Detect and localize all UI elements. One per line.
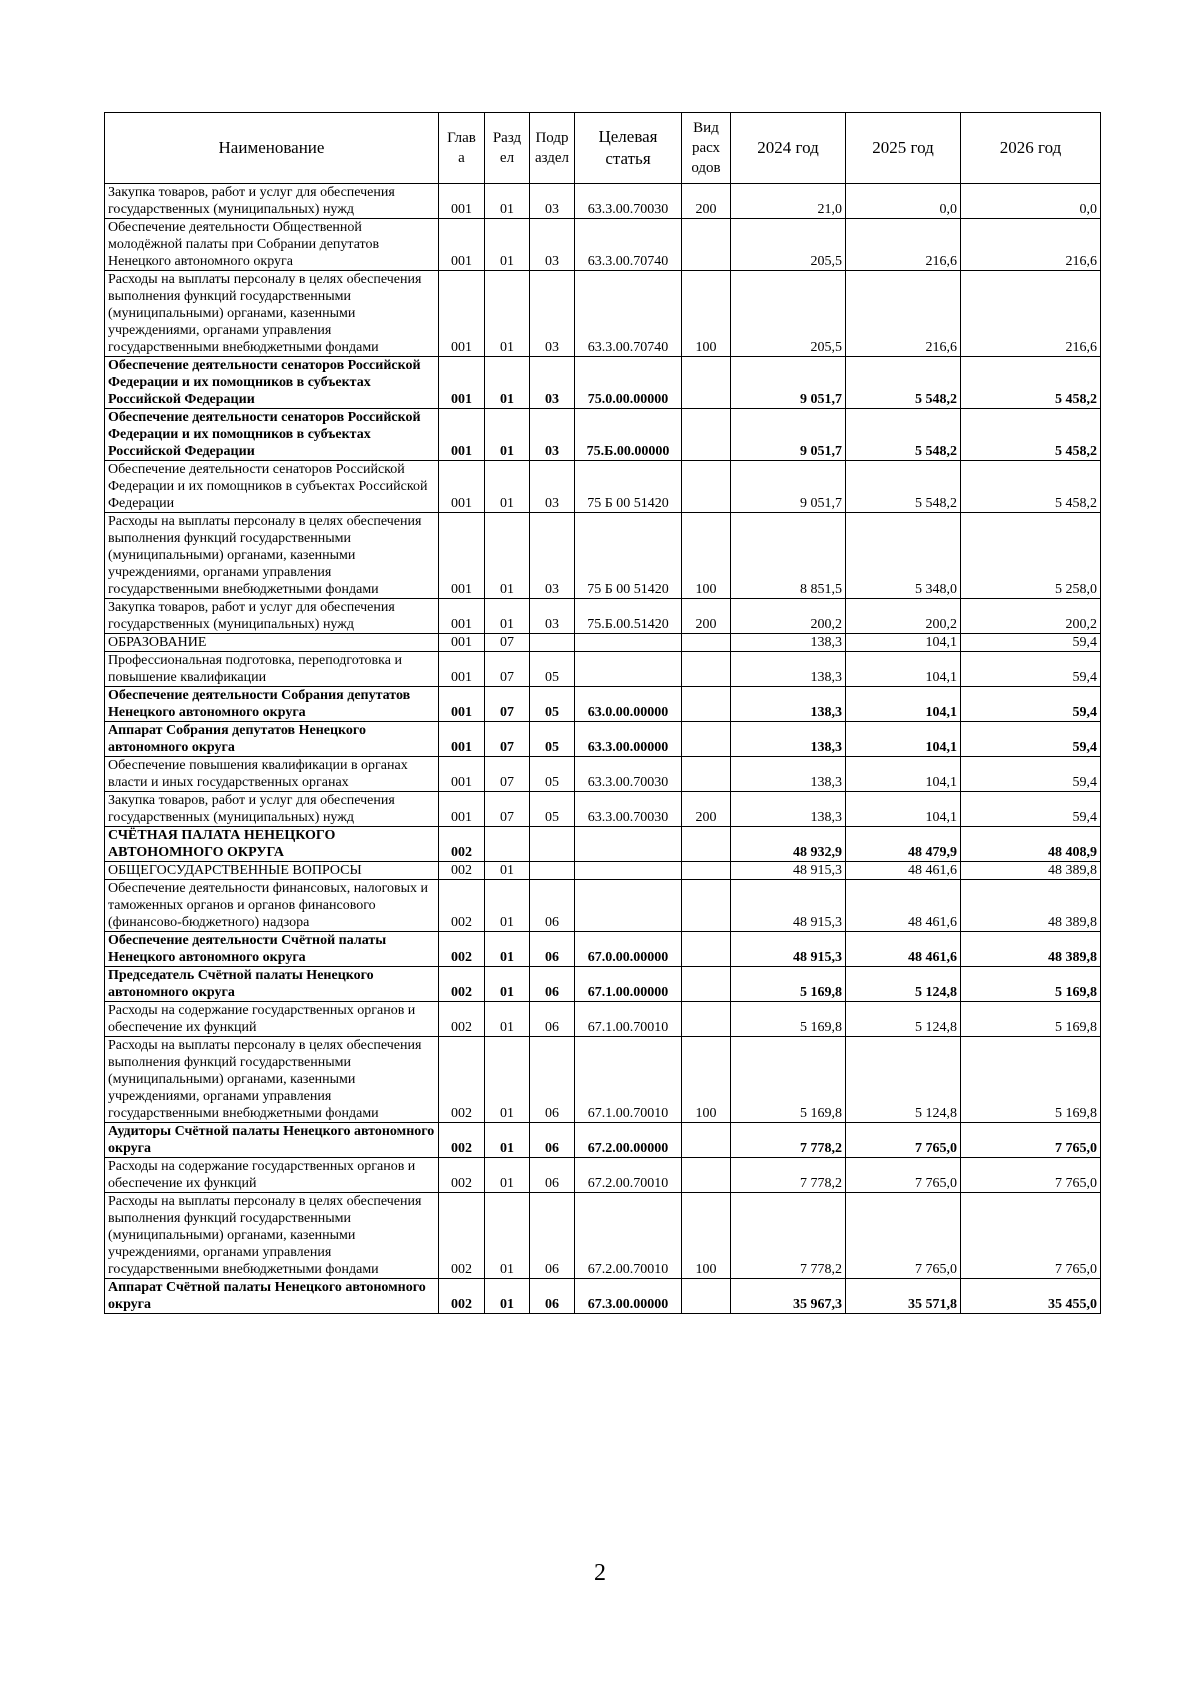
row-value-2024: 205,5 [731,271,846,357]
row-name: Аудиторы Счётной палаты Ненецкого автономного округа [105,1123,439,1158]
row-glava: 001 [439,219,485,271]
row-podrazdel: 06 [530,967,575,1002]
row-value-2025: 5 548,2 [846,357,961,409]
row-expense-type [682,757,731,792]
row-value-2025: 200,2 [846,599,961,634]
row-value-2024: 138,3 [731,652,846,687]
row-podrazdel: 06 [530,1193,575,1279]
row-value-2024: 48 915,3 [731,862,846,880]
row-target-article: 63.3.00.70030 [575,757,682,792]
row-value-2026: 5 258,0 [961,513,1101,599]
row-expense-type [682,722,731,757]
row-value-2024: 21,0 [731,184,846,219]
row-value-2026: 5 458,2 [961,461,1101,513]
row-podrazdel: 06 [530,932,575,967]
row-value-2024: 138,3 [731,757,846,792]
row-value-2025: 104,1 [846,792,961,827]
page-number: 2 [594,1560,606,1586]
row-razdel: 01 [485,1123,530,1158]
row-value-2025: 7 765,0 [846,1193,961,1279]
table-row [105,1123,1101,1158]
row-razdel: 07 [485,634,530,652]
row-value-2026: 5 169,8 [961,1002,1101,1037]
row-value-2024: 9 051,7 [731,461,846,513]
row-value-2024: 138,3 [731,722,846,757]
header-name: Наименование [105,113,439,184]
table-row [105,409,1101,461]
row-razdel: 01 [485,1002,530,1037]
row-value-2025: 7 765,0 [846,1158,961,1193]
row-target-article: 67.3.00.00000 [575,1279,682,1314]
table-row [105,880,1101,932]
row-razdel: 07 [485,757,530,792]
row-expense-type [682,862,731,880]
row-name: Обеспечение повышения квалификации в органах власти и иных государственных органах [105,757,439,792]
row-glava: 001 [439,184,485,219]
row-value-2025: 5 548,2 [846,409,961,461]
row-podrazdel: 05 [530,722,575,757]
row-expense-type [682,1002,731,1037]
row-razdel: 01 [485,219,530,271]
row-name: Обеспечение деятельности финансовых, налоговых и таможенных органов и органов финансового (финансово-бюджетного) надзора [105,880,439,932]
row-name: Расходы на выплаты персоналу в целях обеспечения выполнения функций государственными (муниципальными) органами, казенными учреждениями, органами управления государственными внебюджетными фондами [105,271,439,357]
row-razdel: 01 [485,1037,530,1123]
row-value-2025: 104,1 [846,634,961,652]
row-value-2025: 104,1 [846,652,961,687]
table-row [105,1279,1101,1314]
row-podrazdel: 06 [530,1279,575,1314]
row-glava: 002 [439,1123,485,1158]
row-target-article: 63.3.00.70740 [575,271,682,357]
row-glava: 001 [439,722,485,757]
row-target-article: 63.3.00.70030 [575,792,682,827]
table-row [105,862,1101,880]
table-row [105,1037,1101,1123]
table-row [105,722,1101,757]
row-name: Аппарат Счётной палаты Ненецкого автономного округа [105,1279,439,1314]
row-podrazdel: 03 [530,461,575,513]
row-razdel: 01 [485,271,530,357]
row-value-2024: 138,3 [731,792,846,827]
row-value-2026: 35 455,0 [961,1279,1101,1314]
row-name: ОБЩЕГОСУДАРСТВЕННЫЕ ВОПРОСЫ [105,862,439,880]
row-value-2024: 5 169,8 [731,967,846,1002]
table-row [105,599,1101,634]
row-expense-type [682,357,731,409]
row-value-2026: 59,4 [961,722,1101,757]
row-name: Председатель Счётной палаты Ненецкого автономного округа [105,967,439,1002]
header-2025: 2025 год [846,113,961,184]
row-value-2024: 48 932,9 [731,827,846,862]
row-target-article: 75.Б.00.00000 [575,409,682,461]
row-name: Обеспечение деятельности Счётной палаты Ненецкого автономного округа [105,932,439,967]
row-razdel: 01 [485,862,530,880]
row-value-2025: 216,6 [846,219,961,271]
row-razdel: 01 [485,409,530,461]
row-target-article: 67.2.00.00000 [575,1123,682,1158]
table-row [105,932,1101,967]
row-name: Обеспечение деятельности Общественной молодёжной палаты при Собрании депутатов Ненецкого автономного округа [105,219,439,271]
header-2026: 2026 год [961,113,1101,184]
row-target-article: 67.0.00.00000 [575,932,682,967]
row-glava: 001 [439,357,485,409]
row-value-2024: 138,3 [731,634,846,652]
row-name: Расходы на выплаты персоналу в целях обеспечения выполнения функций государственными (муниципальными) органами, казенными учреждениями, органами управления государственными внебюджетными фондами [105,513,439,599]
header-podrazdel: Подр аздел [530,113,575,184]
row-glava: 001 [439,634,485,652]
row-podrazdel: 03 [530,271,575,357]
row-glava: 002 [439,932,485,967]
row-glava: 002 [439,880,485,932]
row-podrazdel: 03 [530,409,575,461]
table-row [105,219,1101,271]
row-podrazdel: 06 [530,1037,575,1123]
row-value-2026: 59,4 [961,652,1101,687]
row-value-2024: 200,2 [731,599,846,634]
row-razdel: 01 [485,1193,530,1279]
row-glava: 001 [439,409,485,461]
row-expense-type: 100 [682,271,731,357]
row-value-2026: 59,4 [961,634,1101,652]
row-name: Обеспечение деятельности сенаторов Российской Федерации и их помощников в субъектах Российской Федерации [105,357,439,409]
row-value-2024: 48 915,3 [731,880,846,932]
row-podrazdel: 06 [530,1158,575,1193]
row-expense-type [682,687,731,722]
row-razdel [485,827,530,862]
row-glava: 001 [439,271,485,357]
row-value-2026: 5 458,2 [961,409,1101,461]
row-value-2026: 7 765,0 [961,1123,1101,1158]
row-value-2026: 59,4 [961,792,1101,827]
row-glava: 001 [439,461,485,513]
table-row [105,967,1101,1002]
row-target-article: 67.1.00.70010 [575,1002,682,1037]
row-razdel: 01 [485,967,530,1002]
row-value-2026: 7 765,0 [961,1158,1101,1193]
row-expense-type [682,409,731,461]
row-razdel: 07 [485,792,530,827]
row-glava: 002 [439,1037,485,1123]
header-glava: Глав а [439,113,485,184]
row-glava: 001 [439,599,485,634]
table-row [105,357,1101,409]
row-glava: 002 [439,967,485,1002]
row-value-2026: 48 389,8 [961,932,1101,967]
row-value-2026: 59,4 [961,687,1101,722]
row-value-2026: 48 389,8 [961,862,1101,880]
row-target-article [575,862,682,880]
row-value-2026: 7 765,0 [961,1193,1101,1279]
table-row [105,513,1101,599]
row-value-2025: 5 124,8 [846,1002,961,1037]
row-razdel: 01 [485,1279,530,1314]
row-podrazdel: 06 [530,880,575,932]
row-value-2024: 8 851,5 [731,513,846,599]
row-name: Обеспечение деятельности сенаторов Российской Федерации и их помощников в субъектах Российской Федерации [105,409,439,461]
row-value-2026: 200,2 [961,599,1101,634]
row-name: Расходы на выплаты персоналу в целях обеспечения выполнения функций государственными (муниципальными) органами, казенными учреждениями, органами управления государственными внебюджетными фондами [105,1193,439,1279]
row-expense-type [682,1279,731,1314]
row-value-2025: 0,0 [846,184,961,219]
table-row [105,1193,1101,1279]
row-razdel: 01 [485,880,530,932]
row-name: Обеспечение деятельности сенаторов Российской Федерации и их помощников в субъектах Российской Федерации [105,461,439,513]
row-podrazdel: 05 [530,792,575,827]
row-value-2026: 5 169,8 [961,1037,1101,1123]
row-target-article: 67.2.00.70010 [575,1193,682,1279]
row-value-2024: 138,3 [731,687,846,722]
row-target-article: 63.3.00.70030 [575,184,682,219]
row-value-2024: 7 778,2 [731,1193,846,1279]
table-row [105,827,1101,862]
row-glava: 002 [439,862,485,880]
row-name: Аппарат Собрания депутатов Ненецкого автономного округа [105,722,439,757]
row-target-article: 63.3.00.70740 [575,219,682,271]
row-value-2025: 216,6 [846,271,961,357]
row-target-article: 67.2.00.70010 [575,1158,682,1193]
header-expense-type: Вид расх одов [682,113,731,184]
row-name: ОБРАЗОВАНИЕ [105,634,439,652]
table-row [105,461,1101,513]
row-expense-type: 200 [682,184,731,219]
row-target-article: 75 Б 00 51420 [575,513,682,599]
row-glava: 002 [439,1279,485,1314]
row-podrazdel [530,827,575,862]
row-value-2024: 35 967,3 [731,1279,846,1314]
row-value-2026: 48 408,9 [961,827,1101,862]
row-podrazdel [530,862,575,880]
table-row [105,792,1101,827]
row-value-2026: 5 169,8 [961,967,1101,1002]
table-body [105,184,1101,1314]
row-expense-type: 200 [682,599,731,634]
row-value-2024: 5 169,8 [731,1002,846,1037]
row-podrazdel: 03 [530,513,575,599]
row-value-2024: 9 051,7 [731,409,846,461]
row-razdel: 01 [485,1158,530,1193]
row-value-2025: 5 548,2 [846,461,961,513]
row-value-2025: 48 461,6 [846,932,961,967]
row-value-2025: 7 765,0 [846,1123,961,1158]
row-razdel: 01 [485,513,530,599]
row-glava: 001 [439,757,485,792]
row-target-article: 67.1.00.00000 [575,967,682,1002]
row-expense-type [682,880,731,932]
row-name: Закупка товаров, работ и услуг для обеспечения государственных (муниципальных) нужд [105,599,439,634]
row-razdel: 07 [485,722,530,757]
row-value-2024: 48 915,3 [731,932,846,967]
table-row [105,757,1101,792]
table-row [105,184,1101,219]
row-value-2024: 9 051,7 [731,357,846,409]
table-row [105,271,1101,357]
row-expense-type: 100 [682,1193,731,1279]
row-value-2026: 216,6 [961,219,1101,271]
row-podrazdel: 05 [530,652,575,687]
row-name: Расходы на выплаты персоналу в целях обеспечения выполнения функций государственными (муниципальными) органами, казенными учреждениями, органами управления государственными внебюджетными фондами [105,1037,439,1123]
row-expense-type [682,932,731,967]
row-name: Закупка товаров, работ и услуг для обеспечения государственных (муниципальных) нужд [105,184,439,219]
header-razdel: Разд ел [485,113,530,184]
header-2024: 2024 год [731,113,846,184]
row-razdel: 01 [485,184,530,219]
row-glava: 001 [439,652,485,687]
row-name: Расходы на содержание государственных органов и обеспечение их функций [105,1158,439,1193]
row-target-article: 75 Б 00 51420 [575,461,682,513]
row-expense-type [682,461,731,513]
row-value-2025: 5 124,8 [846,967,961,1002]
table-row [105,1158,1101,1193]
row-podrazdel: 06 [530,1002,575,1037]
row-value-2026: 59,4 [961,757,1101,792]
row-razdel: 07 [485,652,530,687]
budget-table [104,112,1101,1314]
row-glava: 002 [439,1158,485,1193]
row-glava: 002 [439,827,485,862]
row-value-2024: 7 778,2 [731,1123,846,1158]
row-glava: 001 [439,687,485,722]
row-podrazdel [530,634,575,652]
row-expense-type [682,1123,731,1158]
header-row [105,113,1101,184]
row-expense-type: 100 [682,1037,731,1123]
row-expense-type [682,1158,731,1193]
row-target-article: 75.Б.00.51420 [575,599,682,634]
row-value-2025: 48 461,6 [846,862,961,880]
row-value-2024: 205,5 [731,219,846,271]
row-glava: 001 [439,513,485,599]
header-target-article: Целевая статья [575,113,682,184]
table-row [105,687,1101,722]
row-target-article [575,652,682,687]
row-glava: 002 [439,1193,485,1279]
table-row [105,652,1101,687]
row-value-2025: 48 479,9 [846,827,961,862]
row-razdel: 07 [485,687,530,722]
row-razdel: 01 [485,357,530,409]
row-expense-type [682,967,731,1002]
row-value-2026: 216,6 [961,271,1101,357]
row-value-2025: 104,1 [846,687,961,722]
row-name: СЧЁТНАЯ ПАЛАТА НЕНЕЦКОГО АВТОНОМНОГО ОКРУГА [105,827,439,862]
row-podrazdel: 03 [530,219,575,271]
row-expense-type: 200 [682,792,731,827]
row-target-article [575,827,682,862]
row-value-2025: 35 571,8 [846,1279,961,1314]
row-podrazdel: 03 [530,357,575,409]
row-value-2026: 0,0 [961,184,1101,219]
row-name: Обеспечение деятельности Собрания депутатов Ненецкого автономного округа [105,687,439,722]
row-value-2026: 5 458,2 [961,357,1101,409]
row-target-article: 63.3.00.00000 [575,722,682,757]
row-target-article [575,634,682,652]
row-value-2024: 5 169,8 [731,1037,846,1123]
row-glava: 001 [439,792,485,827]
row-expense-type [682,652,731,687]
row-razdel: 01 [485,461,530,513]
row-podrazdel: 06 [530,1123,575,1158]
table-row [105,1002,1101,1037]
row-glava: 002 [439,1002,485,1037]
row-value-2025: 48 461,6 [846,880,961,932]
row-razdel: 01 [485,599,530,634]
row-target-article: 75.0.00.00000 [575,357,682,409]
row-expense-type [682,634,731,652]
row-expense-type [682,827,731,862]
row-expense-type [682,219,731,271]
row-value-2025: 5 124,8 [846,1037,961,1123]
row-value-2024: 7 778,2 [731,1158,846,1193]
row-podrazdel: 03 [530,599,575,634]
row-target-article [575,880,682,932]
row-target-article: 63.0.00.00000 [575,687,682,722]
row-podrazdel: 05 [530,687,575,722]
row-expense-type: 100 [682,513,731,599]
row-target-article: 67.1.00.70010 [575,1037,682,1123]
row-value-2025: 5 348,0 [846,513,961,599]
row-name: Профессиональная подготовка, переподготовка и повышение квалификации [105,652,439,687]
row-podrazdel: 05 [530,757,575,792]
row-name: Закупка товаров, работ и услуг для обеспечения государственных (муниципальных) нужд [105,792,439,827]
row-podrazdel: 03 [530,184,575,219]
row-name: Расходы на содержание государственных органов и обеспечение их функций [105,1002,439,1037]
row-value-2026: 48 389,8 [961,880,1101,932]
table-row [105,634,1101,652]
row-value-2025: 104,1 [846,722,961,757]
row-razdel: 01 [485,932,530,967]
row-value-2025: 104,1 [846,757,961,792]
